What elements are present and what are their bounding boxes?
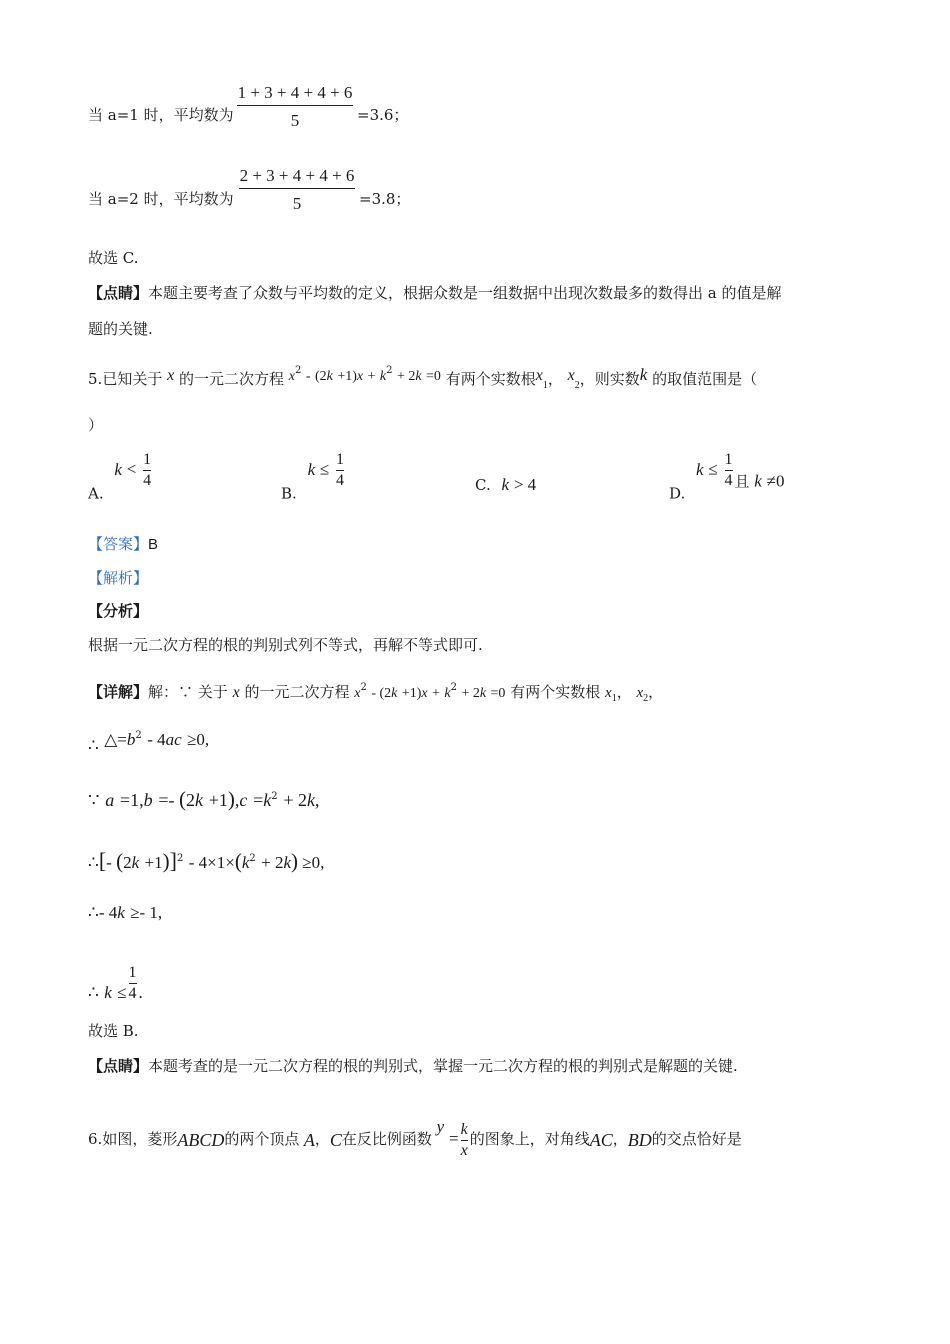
question-number: 5. [88, 370, 103, 388]
case2-result: =3.8； [359, 190, 411, 208]
option-b[interactable]: B. k ≤ $\frac{1}{4}$ [281, 451, 345, 503]
option-tail: 且 [734, 472, 750, 491]
comment-tag: 【点睛】 [88, 284, 149, 302]
denominator: 4 [336, 472, 345, 489]
option-label: D. [669, 484, 686, 503]
case1-result: =3.6； [357, 106, 409, 124]
q5-close: ） [88, 416, 104, 434]
denominator: 4 [143, 472, 152, 489]
numerator: 1 [336, 451, 345, 468]
option-d[interactable]: D. k ≤ $\frac{1}{4}$ 且 k ≠0 [669, 451, 785, 503]
eq-simplified: ∴- 4k ≥- 1, [88, 903, 163, 922]
q6-text4: 的图象上，对角线 [469, 1130, 590, 1148]
option-a[interactable]: A. k < $\frac{1}{4}$ [88, 451, 152, 503]
option-relation: ≤ [319, 459, 330, 479]
numerator: 1 + 3 + 4 + 4 + 6 [237, 83, 353, 102]
detail-tag: 【详解】 [88, 683, 149, 701]
choose-c: 故选 C. [88, 249, 139, 267]
q5-text2: 的一元二次方程 [179, 370, 285, 388]
option-fraction [725, 452, 733, 489]
comment4-line2: 题的关键. [88, 320, 153, 338]
analysis-tag: 【解析】 [88, 569, 149, 587]
option-fraction [336, 452, 344, 489]
comment4-line1 [88, 286, 782, 301]
eq-result: ∴ k ≤ $\frac{1}{4}$ . [88, 964, 143, 1002]
option-fraction [143, 452, 151, 489]
q5-text5: 的取值范围是（ [652, 370, 758, 388]
option-label: B. [281, 484, 297, 503]
comment-text: 本题考查的是一元二次方程的根的判别式，掌握一元二次方程的根的判别式是解题的关键. [148, 1057, 738, 1075]
fraction-case1 [237, 84, 353, 129]
numerator: 1 [143, 451, 152, 468]
option-relation: > 4 [513, 475, 537, 494]
detail-text1: 解：∵ 关于 [148, 683, 228, 701]
eq-discriminant: ∴ $\triangle=b^2 - 4ac \ge 0$, [88, 730, 210, 755]
eq-inequality: ∴[- $(2k +1)]^2 - 4\times 1\times(k^2 + 2k) \ge 0$, [88, 848, 325, 873]
q6-text5: 的交点恰好是 [651, 1130, 742, 1148]
fraction-case2 [239, 167, 355, 212]
case1-prefix: 当 a=1 时，平均数为 [88, 106, 234, 124]
numerator: 1 [724, 451, 733, 468]
question5: 5.已知关于 x 的一元二次方程 $x^2 - (2k +1)x + k^2 + 2k =0$ 有两个实数根$x_1$， $x_2$，则实数k 的取值范围是（ [88, 365, 758, 391]
answer-line [88, 537, 158, 552]
question6: 6.如图，菱形ABCD的两个顶点 A，C在反比例函数 y = $\frac{k}{x}$ 的图象上，对角线AC，BD的交点恰好是 [88, 1117, 742, 1159]
case2-prefix: 当 a=2 时，平均数为 [88, 190, 234, 208]
denominator: 4 [724, 472, 733, 489]
comment5-line [88, 1059, 738, 1074]
q6-text2: 的两个顶点 [224, 1130, 300, 1148]
choose-b: 故选 B. [88, 1022, 139, 1040]
q5-text3: 有两个实数根 [445, 370, 536, 388]
detail-line: 【详解】解：∵ 关于 x 的一元二次方程 $x^2 - (2k +1)x + k^2 + 2k =0$ 有两个实数根 $x_1$， $x_2$， [88, 682, 664, 704]
comment-tag: 【点睛】 [88, 1057, 149, 1075]
option-label: C. [475, 476, 491, 494]
answer-value: B [148, 536, 159, 553]
detail-text3: 有两个实数根 [510, 683, 601, 701]
q5-text1: 已知关于 [102, 370, 163, 388]
option-c[interactable]: C. k > 4 [475, 475, 537, 494]
q6-text3: 在反比例函数 [341, 1130, 432, 1148]
comment-text: 本题主要考查了众数与平均数的定义，根据众数是一组数据中出现次数最多的数得出 a 的值是解 [148, 284, 782, 302]
q5-text4: ，则实数 [579, 370, 640, 388]
fenxi-text: 根据一元二次方程的根的判别式列不等式，再解不等式即可. [88, 636, 483, 654]
detail-text2: 的一元二次方程 [244, 683, 350, 701]
fenxi-tag: 【分析】 [88, 602, 149, 620]
denominator: 5 [292, 194, 302, 213]
eq-coefficients: ∵ $a =1,b =- (2k +1),c =k^2 + 2k$, [88, 787, 320, 811]
question-number: 6. [88, 1130, 103, 1148]
option-relation: < [126, 459, 137, 479]
denominator: 5 [290, 111, 300, 130]
option-relation: ≤ [708, 459, 718, 479]
option-label: A. [88, 484, 104, 503]
q6-text1: 如图，菱形 [102, 1130, 178, 1148]
answer-tag: 【答案】 [88, 535, 149, 553]
numerator: 2 + 3 + 4 + 4 + 6 [239, 166, 355, 185]
